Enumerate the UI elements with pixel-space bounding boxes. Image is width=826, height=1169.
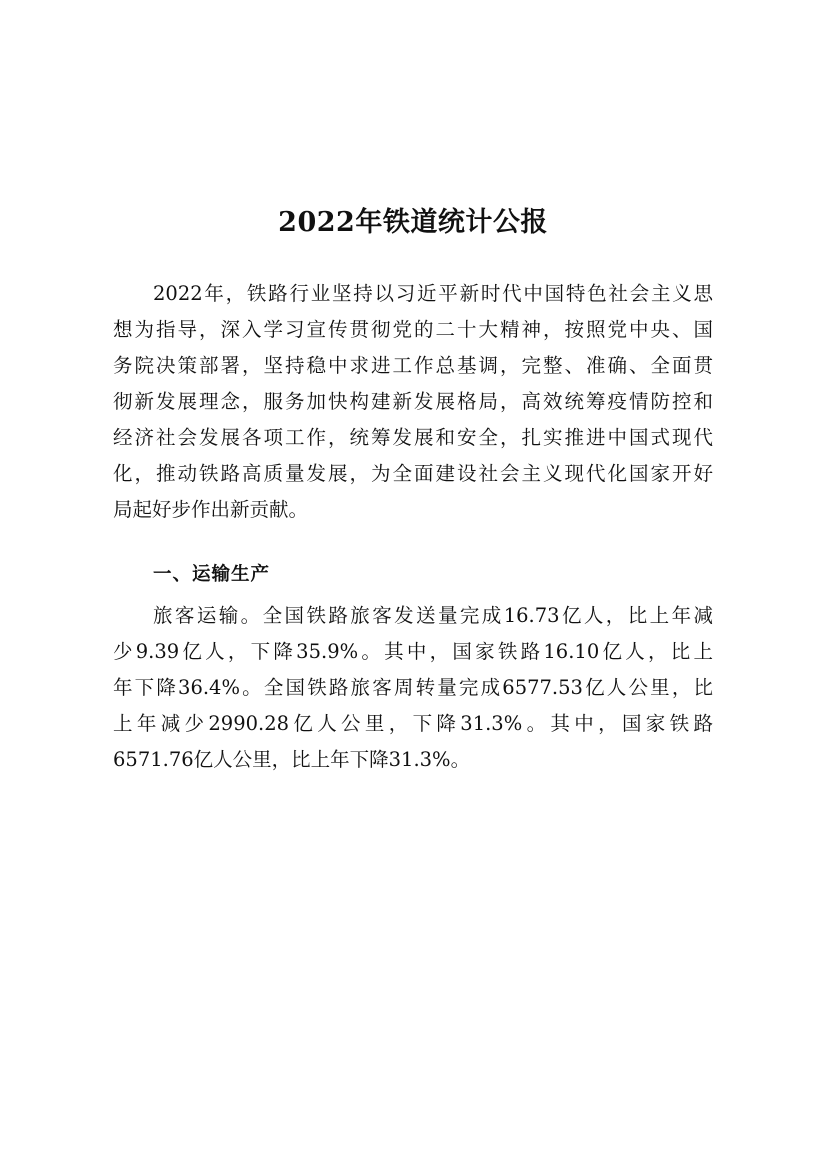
passenger-lead: 旅客运输。 — [153, 604, 263, 627]
intro-line-2: 想为指导，深入学习宣传贯彻党的二十大精神，按照党中央、国 — [113, 318, 713, 341]
intro-line-7: 局起好步作出新贡献。 — [113, 498, 309, 521]
section-heading: 一、运输生产 — [153, 564, 271, 585]
intro-line-4: 彻新发展理念，服务加快构建新发展格局，高效统筹疫情防控和 — [113, 390, 713, 413]
passenger-line-5: 6571.76亿人公里，比上年下降31.3%。 — [113, 748, 471, 771]
page-title: 2022年铁道统计公报 — [278, 207, 548, 238]
passenger-line-1 — [153, 598, 713, 634]
passenger-line-2: 少9.39亿人，下降35.9%。其中，国家铁路16.10亿人，比上 — [113, 640, 713, 663]
intro-line-1: 2022年，铁路行业坚持以习近平新时代中国特色社会主义思 — [153, 282, 713, 305]
passenger-line-4: 上年减少2990.28亿人公里，下降31.3%。其中，国家铁路 — [113, 712, 713, 735]
intro-line-3: 务院决策部署，坚持稳中求进工作总基调，完整、准确、全面贯 — [113, 354, 713, 377]
passenger-line-3: 年下降36.4%。全国铁路旅客周转量完成6577.53亿人公里，比 — [113, 676, 713, 699]
intro-line-5: 经济社会发展各项工作，统筹发展和安全，扎实推进中国式现代 — [113, 426, 713, 449]
passenger-line-1-text: 全国铁路旅客发送量完成16.73亿人，比上年减 — [262, 604, 713, 627]
intro-line-6: 化，推动铁路高质量发展，为全面建设社会主义现代化国家开好 — [113, 462, 713, 485]
